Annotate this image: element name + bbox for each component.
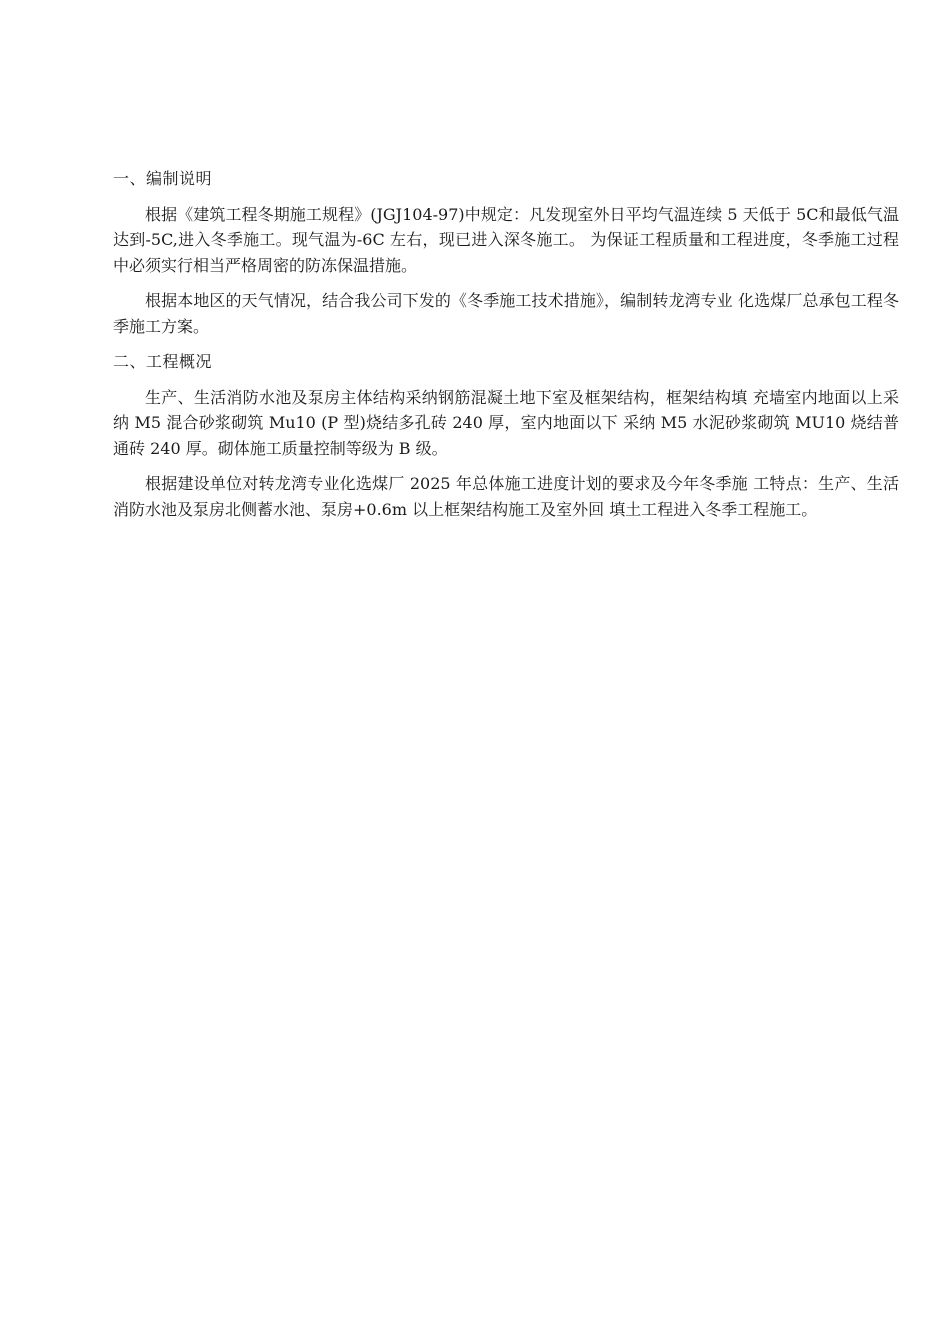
document-body: [113, 166, 899, 532]
section-heading-project-overview: 二、工程概况: [113, 352, 213, 371]
section-heading-compilation-notes: 一、编制说明: [113, 169, 213, 188]
paragraph-plan-basis: 根据本地区的天气情况，结合我公司下发的《冬季施工技术措施》，编制转龙湾专业 化选煤厂总承包工程冬季施工方案。: [113, 291, 899, 336]
paragraph-winter-scope: 根据建设单位对转龙湾专业化选煤厂 2025 年总体施工进度计划的要求及今年冬季施 工特点：生产、生活消防水池及泵房北侧蓄水池、泵房+0.6m 以上框架结构施工及室外回 填土工程进入冬季工程施工。: [113, 474, 899, 519]
paragraph-structure-description: 生产、生活消防水池及泵房主体结构采纳钢筋混凝土地下室及框架结构，框架结构填 充墙室内地面以上采纳 M5 混合砂浆砌筑 Mu10 (P 型)烧结多孔砖 240 厚，室内地面以下 采纳 M5 水泥砂浆砌筑 MU10 烧结普通砖 240 厚。砌体施工质量控制等级为 B 级。: [113, 387, 899, 458]
paragraph-regulation-basis: 根据《建筑工程冬期施工规程》(JGJ104-97)中规定：凡发现室外日平均气温连续 5 天低于 5C和最低气温达到-5C,进入冬季施工。现气温为-6C 左右，现已进入深冬施工。 为保证工程质量和工程进度，冬季施工过程中必须实行相当严格周密的防冻保温措施。: [113, 204, 899, 275]
